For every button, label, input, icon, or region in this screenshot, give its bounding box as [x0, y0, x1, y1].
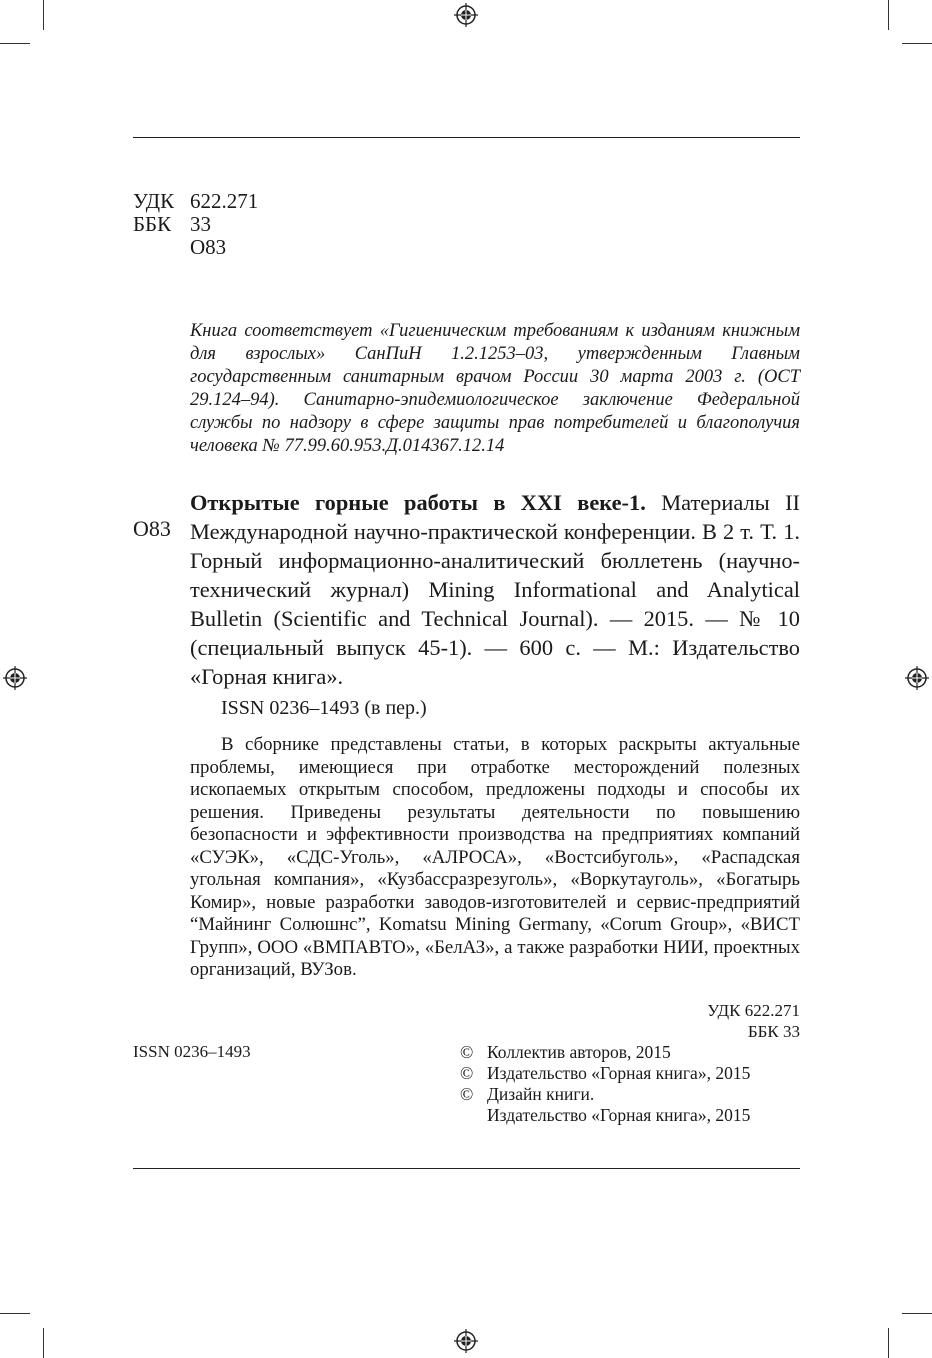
- copyright-block: [460, 1042, 750, 1126]
- udk-label: УДК: [133, 189, 175, 213]
- annotation: В сборнике представлены статьи, в которых раскрыты актуальные проблемы, имеющиеся при отработке месторождений полезных ископаемых открытым способом, предложены подходы и способы их решения. Приведены результаты деятельности по повышению безопасности и эффективности производства на предприятиях компаний «СУЭК», «СДС-Уголь», «АЛРОСА», «Востсибуголь», «Распадская угольная компания», «Кузбассразрезуголь», «Воркутауголь», «Богатырь Комир», новые разработки заводов-изготовителей и сервис-предприятий “Майнинг Солюшнс”, Komatsu Mining Germany, «Corum Group», «ВИСТ Групп», ООО «ВМПАВТО», «БелАЗ», а также разработки НИИ, проектных организаций, ВУЗов.: [190, 734, 800, 980]
- copyright-line: Издательство «Горная книга», 2015: [487, 1105, 751, 1125]
- classification-block: [133, 190, 258, 259]
- crop-mark-icon: [888, 1328, 889, 1358]
- footer-classification: [707, 1000, 800, 1042]
- registration-mark-icon: [454, 1329, 478, 1353]
- author-mark: О83: [190, 235, 227, 259]
- copyright-symbol: ©: [460, 1042, 474, 1062]
- book-description: Материалы II Международной научно-практической конференции. В 2 т. Т. 1. Горный информационно-аналитический бюллетень (научно-технический журнал) Mining Informational and Analytical Bulletin (Scientific and Technical Journal). — 2015. — № 10 (специальный выпуск 45-1). — 600 с. — М.: Издательство «Горная книга».: [190, 490, 801, 689]
- crop-mark-icon: [888, 0, 889, 30]
- footer-bbk: ББК 33: [747, 1022, 800, 1041]
- crop-mark-icon: [902, 43, 932, 44]
- bbk-value: 33: [190, 212, 211, 236]
- bbk-label: ББК: [133, 212, 172, 236]
- hygiene-notice: Книга соответствует «Гигиеническим требованиям к изданиям книжным для взрослых» СанПиН 1.2.1253–03, утвержденным Главным государственным санитарным врачом России 30 марта 2003 г. (ОСТ 29.124–94). Санитарно-эпидемиологическое заключение Федеральной службы по надзору в сфере защиты прав потребителей и благополучия человека № 77.99.60.953.Д.014367.12.14: [190, 321, 800, 456]
- registration-mark-icon: [905, 666, 929, 690]
- footer-udk: УДК 622.271: [707, 1001, 800, 1020]
- book-title: Открытые горные работы в XXI веке-1.: [190, 490, 646, 515]
- copyright-line: Издательство «Горная книга», 2015: [487, 1063, 751, 1083]
- crop-mark-icon: [43, 0, 44, 30]
- issn-binding: ISSN 0236–1493 (в пер.): [221, 697, 427, 719]
- crop-mark-icon: [0, 43, 30, 44]
- footer-issn: ISSN 0236–1493: [133, 1042, 251, 1061]
- copyright-line: Коллектив авторов, 2015: [487, 1042, 671, 1062]
- copyright-line: Дизайн книги.: [487, 1084, 595, 1104]
- udk-value: 622.271: [190, 189, 259, 213]
- registration-mark-icon: [3, 666, 27, 690]
- registration-mark-icon: [454, 3, 478, 27]
- margin-author-code: О83: [133, 516, 171, 541]
- bottom-rule: [133, 1168, 800, 1169]
- crop-mark-icon: [0, 1313, 30, 1314]
- bibliographic-description: [190, 488, 800, 691]
- crop-mark-icon: [43, 1328, 44, 1358]
- crop-mark-icon: [902, 1313, 932, 1314]
- copyright-symbol: ©: [460, 1084, 474, 1104]
- copyright-symbol: ©: [460, 1063, 474, 1083]
- top-rule: [133, 137, 800, 138]
